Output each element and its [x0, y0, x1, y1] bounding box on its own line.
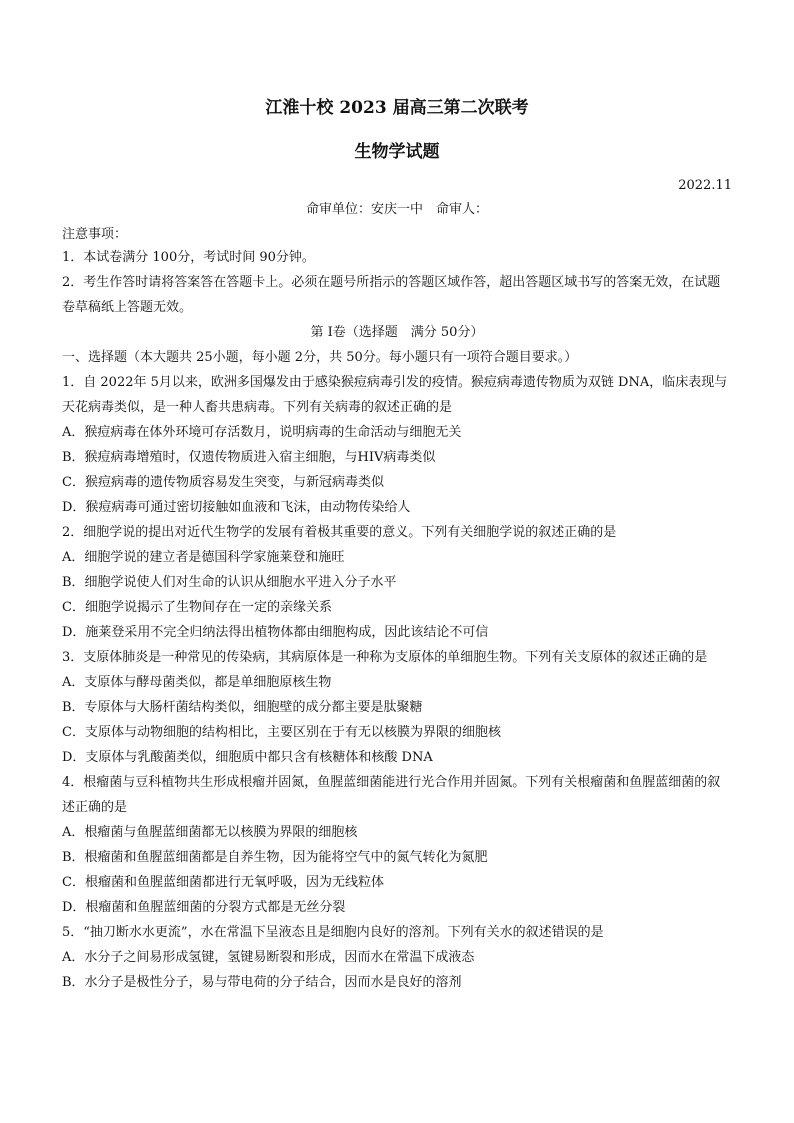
exam-date: 2022.11 — [678, 178, 732, 193]
question-option-d: D．根瘤菌和鱼腥蓝细菌的分裂方式都是无丝分裂 — [62, 900, 346, 915]
question-stem: 2．细胞学说的提出对近代生物学的发展有着极其重要的意义。下列有关细胞学说的叙述正确的是 — [62, 525, 617, 540]
exam-authors: 命审单位：安庆一中 命审人： — [305, 202, 488, 217]
question-option-c: C．支原体与动物细胞的结构相比，主要区别在于有无以核膜为界限的细胞核 — [62, 725, 501, 740]
exam-title: 江淮十校 2023 届高三第二次联考 — [265, 98, 529, 118]
question-option-b: B．专原体与大肠杆菌结构类似，细胞壁的成分都主要是肽聚糖 — [62, 700, 423, 715]
question-5 — [62, 920, 732, 995]
question-option-b: B．细胞学说使人们对生命的认识从细胞水平进入分子水平 — [62, 575, 397, 590]
question-3 — [62, 645, 732, 770]
question-option-b: B．根瘤菌和鱼腥蓝细菌都是自养生物，因为能将空气中的氮气转化为氮肥 — [62, 850, 488, 865]
question-option-c: C．根瘤菌和鱼腥蓝细菌都进行无氧呼吸，因为无线粒体 — [62, 875, 384, 890]
exam-subtitle: 生物学试题 — [354, 142, 440, 162]
question-option-b: B．水分子是极性分子，易与带电荷的分子结合，因而水是良好的溶剂 — [62, 975, 462, 990]
question-option-b: B．猴痘病毒增殖时，仅遗传物质进入宿主细胞，与HIV病毒类似 — [62, 450, 436, 465]
section-title: 第 I卷（选择题 满分 50分） — [310, 325, 484, 340]
question-option-a: A．根瘤菌与鱼腥蓝细菌都无以核膜为界限的细胞核 — [62, 825, 358, 840]
question-option-c: C．猴痘病毒的遗传物质容易发生突变，与新冠病毒类似 — [62, 475, 384, 490]
notice-item: 2．考生作答时请将答案答在答题卡上。必须在题号所指示的答题区域作答，超出答题区域书写的答案无效，在试题卷草稿纸上答题无效。 — [62, 275, 721, 315]
question-option-d: D．支原体与乳酸菌类似，细胞质中都只含有核糖体和核酸 DNA — [62, 750, 433, 765]
notice-heading: 注意事项： — [62, 227, 128, 242]
part-heading: 一、选择题（本大题共 25小题，每小题 2分，共 50分。每小题只有一项符合题目要求。） — [62, 350, 578, 365]
question-option-a: A．猴痘病毒在体外环境可存活数月，说明病毒的生命活动与细胞无关 — [62, 425, 462, 440]
question-option-a: A．细胞学说的建立者是德国科学家施莱登和施旺 — [62, 550, 345, 565]
question-stem: 1．自 2022年 5月以来，欧洲多国爆发由于感染猴痘病毒引发的疫情。猴痘病毒遗传物质为双链 DNA，临床表现与天花病毒类似，是一种人畜共患病毒。下列有关病毒的叙述正确的是 — [62, 375, 728, 415]
notice-item: 1．本试卷满分 100分，考试时间 90分钟。 — [62, 250, 315, 265]
question-stem: 3．支原体肺炎是一种常见的传染病，其病原体是一种称为支原体的单细胞生物。下列有关支原体的叙述正确的是 — [62, 650, 708, 665]
question-stem: 4．根瘤菌与豆科植物共生形成根瘤并固氮，鱼腥蓝细菌能进行光合作用并固氮。下列有关根瘤菌和鱼腥蓝细菌的叙述正确的是 — [62, 775, 721, 815]
question-option-d: D．施莱登采用不完全归纳法得出植物体都由细胞构成，因此该结论不可信 — [62, 625, 489, 640]
question-1 — [62, 370, 732, 520]
question-4 — [62, 770, 732, 920]
question-2 — [62, 520, 732, 645]
question-option-a: A．支原体与酵母菌类似，都是单细胞原核生物 — [62, 675, 332, 690]
question-option-d: D．猴痘病毒可通过密切接触如血液和飞沫，由动物传染给人 — [62, 500, 411, 515]
question-stem: 5．“抽刀断水水更流”，水在常温下呈液态且是细胞内良好的溶剂。下列有关水的叙述错误的是 — [62, 925, 604, 940]
question-option-a: A．水分子之间易形成氢键，氢键易断裂和形成，因而水在常温下成液态 — [62, 950, 475, 965]
question-option-c: C．细胞学说揭示了生物间存在一定的亲缘关系 — [62, 600, 332, 615]
